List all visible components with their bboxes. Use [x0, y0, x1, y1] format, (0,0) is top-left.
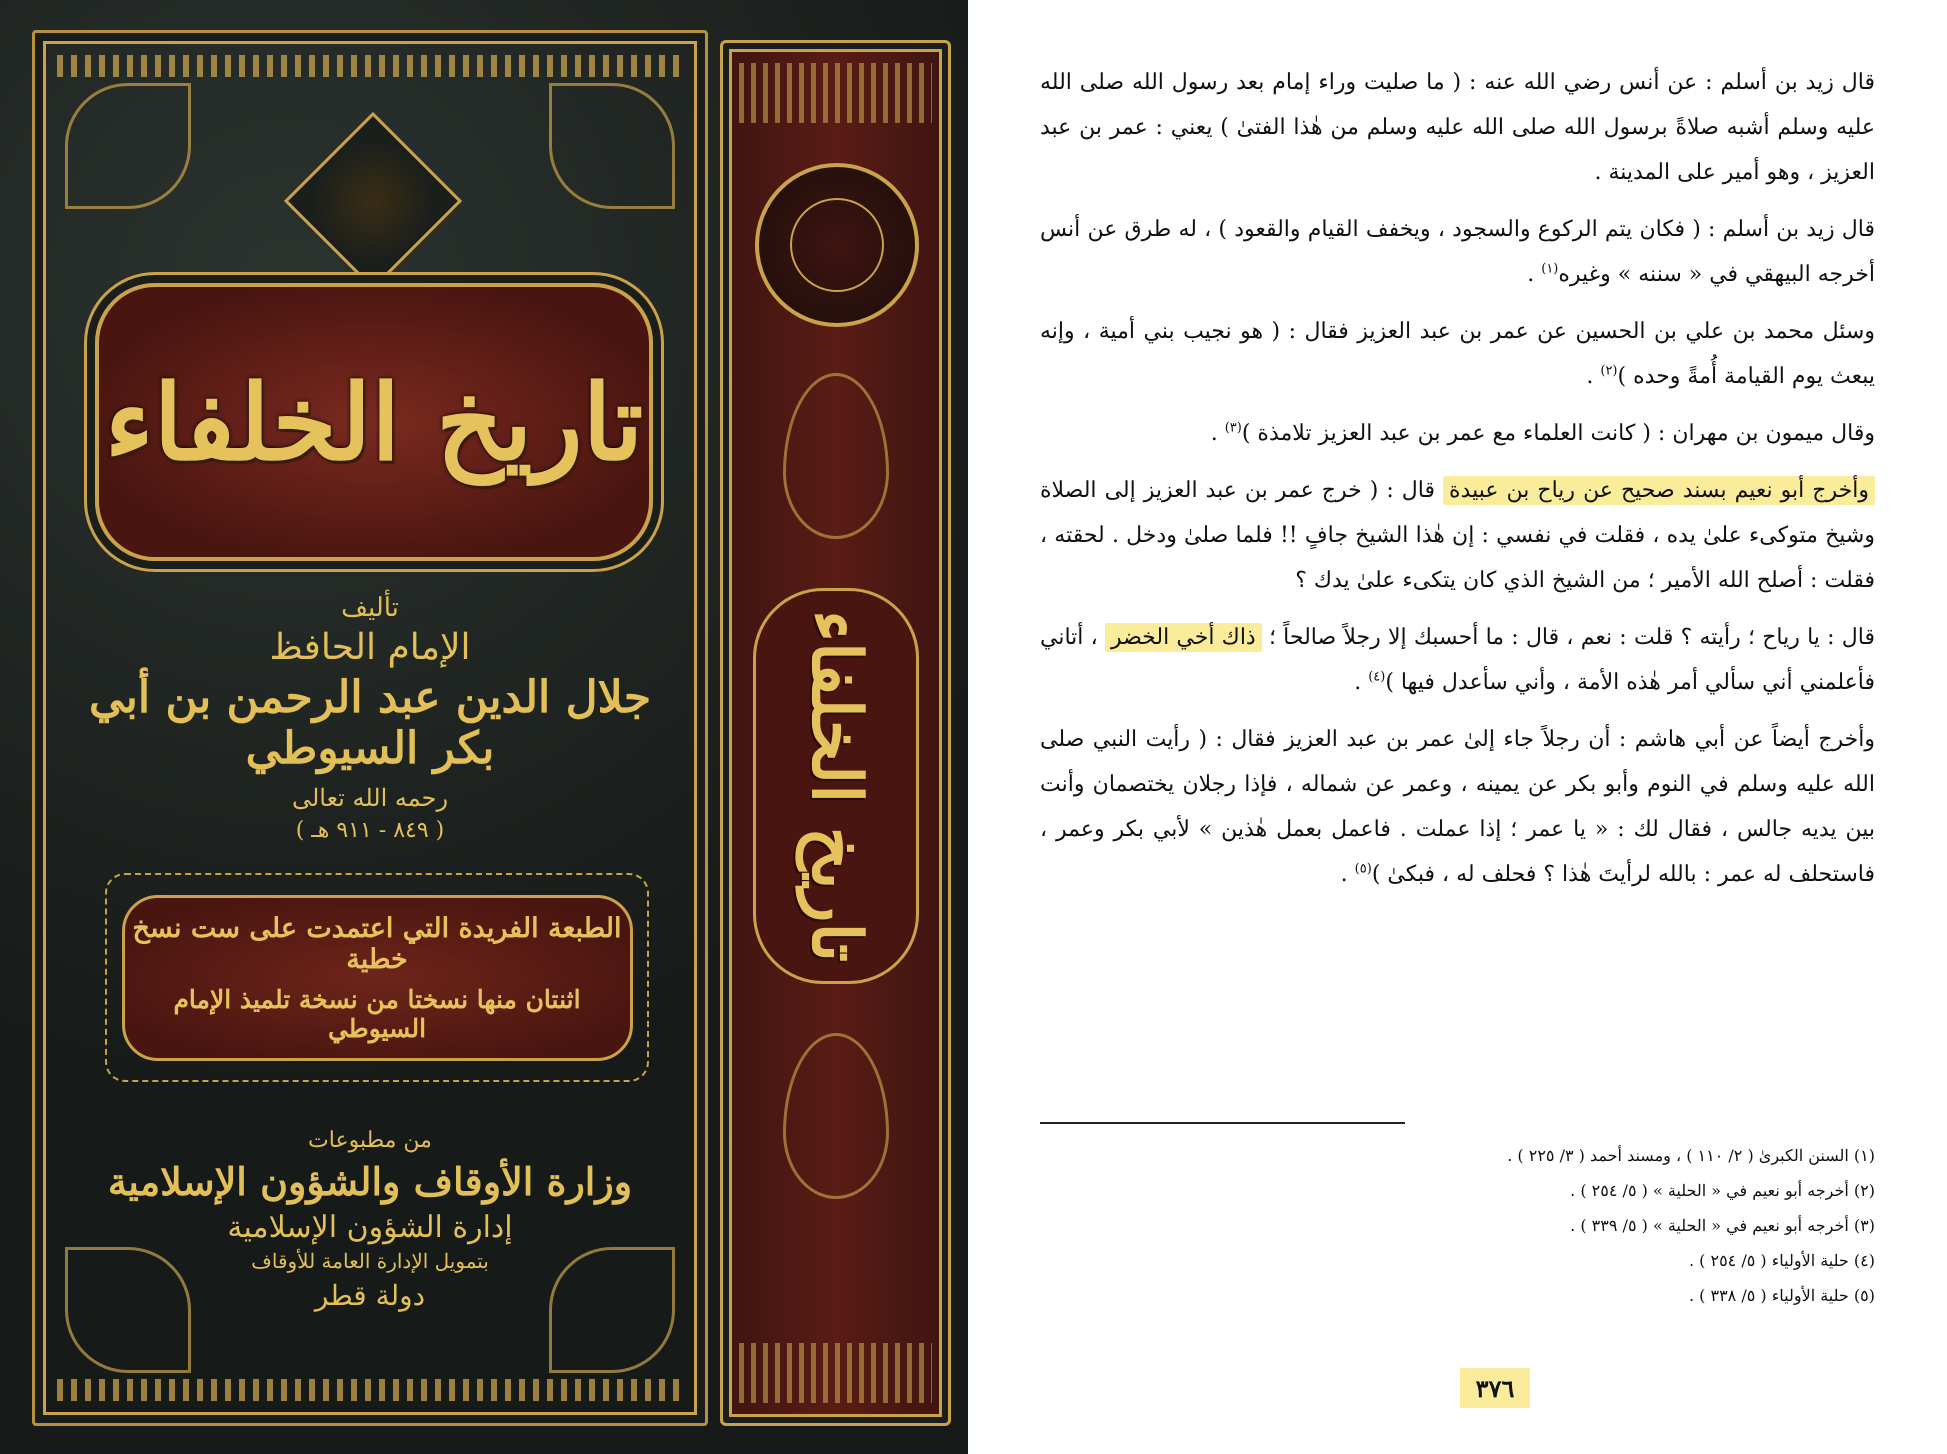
top-medallion-ornament — [284, 112, 462, 290]
footnotes — [1040, 1138, 1875, 1313]
edition-panel — [122, 895, 633, 1061]
corner-ornament — [65, 83, 191, 209]
title-panel — [95, 283, 653, 561]
paragraph-7: وأخرج أيضاً عن أبي هاشم : أن رجلاً جاء إلىٰ عمر بن عبد العزيز فقال : ( رأيت النبي صلى الله عليه وسلم في النوم وأبو بكر عن يمينه ، وعمر عن شماله ، فإذا رجلان يختصمان وأنت بين يديه جالس ، فقال لك : « يا عمر ؛ إذا عملت . فاعمل بعمل هٰذين » لأبي بكر وعمر ، فاستحلف له عمر : بالله لرأيتَ هٰذا ؟ فحلف له ، فبكىٰ )$^{(٥)}$ . — [1040, 727, 1875, 887]
footnote-4: (٤) حلية الأولياء ( ٥/ ٢٥٤ ) . — [1688, 1251, 1875, 1270]
spine-ornament — [783, 1033, 889, 1199]
paragraph-4: وقال ميمون بن مهران : ( كانت العلماء مع عمر بن عبد العزيز تلامذة )$^{(٣)}$ . — [1210, 420, 1875, 446]
publisher-department: إدارة الشؤون الإسلامية — [227, 1210, 513, 1245]
author-name: جلال الدين عبد الرحمن بن أبي بكر السيوطي — [88, 672, 652, 774]
publisher-funding: بتمويل الإدارة العامة للأوقاف — [251, 1249, 489, 1273]
highlighted-text: وأخرج أبو نعيم بسند صحيح عن رياح بن عبيدة — [1443, 476, 1875, 505]
footnote-ref: (٥) — [1354, 861, 1372, 877]
ornament-band-bottom — [57, 1379, 683, 1401]
footnote-ref: (٤) — [1368, 669, 1386, 685]
footnote-5: (٥) حلية الأولياء ( ٥/ ٣٣٨ ) . — [1688, 1286, 1875, 1305]
publisher-name: وزارة الأوقاف والشؤون الإسلامية — [107, 1159, 633, 1204]
ornament-band-top — [57, 55, 683, 77]
edition-line-1: الطبعة الفريدة التي اعتمدت على ست نسخ خطية — [132, 912, 622, 975]
paragraph-5: وأخرج أبو نعيم بسند صحيح عن رياح بن عبيدة قال : ( خرج عمر بن عبد العزيز إلى الصلاة وشيخ متوكىء علىٰ يده ، فقلت في نفسي : إن هٰذا الشيخ جافٍ !! فلما صلىٰ ودخل . لحقته ، فقلت : أصلح الله الأمير ؛ من الشيخ الذي كان يتكىء علىٰ يدك ؟ — [1040, 478, 1875, 593]
publisher-country: دولة قطر — [314, 1279, 426, 1312]
paragraph-2: قال زيد بن أسلم : ( فكان يتم الركوع والسجود ، ويخفف القيام والقعود ) ، له طرق عن أنس أخرجه البيهقي في « سننه » وغيره$^{(١)}$ . — [1040, 217, 1875, 287]
footnote-2: (٢) أخرجه أبو نعيم في « الحلية » ( ٥/ ٢٥٤ ) . — [1570, 1181, 1875, 1200]
authorship-label: تأليف — [341, 593, 399, 623]
corner-ornament — [549, 83, 675, 209]
book-page — [1040, 60, 1875, 1450]
author-block — [75, 593, 665, 843]
edition-frame — [105, 873, 649, 1082]
front-cover — [32, 30, 708, 1426]
footnote-divider — [1040, 1122, 1405, 1124]
paragraph-3: وسئل محمد بن علي بن الحسين عن عمر بن عبد العزيز فقال : ( هو نجيب بني أمية ، وإنه يبعث يوم القيامة أُمةً وحده )$^{(٢)}$ . — [1040, 319, 1875, 389]
footnote-1: (١) السنن الكبرىٰ ( ٢/ ١١٠ ) ، ومسند أحمد ( ٣/ ٢٢٥ ) . — [1507, 1146, 1875, 1165]
footnote-ref: (٣) — [1224, 420, 1242, 436]
footnote-ref: (١) — [1541, 261, 1559, 277]
page-number: ٣٧٦ — [1460, 1368, 1530, 1408]
footnote-3: (٣) أخرجه أبو نعيم في « الحلية » ( ٥/ ٣٣٩ ) . — [1570, 1216, 1875, 1235]
spine-ornament-band — [739, 63, 932, 123]
spine-title: تاريخ الخلفاء — [796, 609, 876, 963]
spine-ornament-band — [739, 1343, 932, 1403]
paragraph-6: قال : يا رياح ؛ رأيته ؟ قلت : نعم ، قال : ما أحسبك إلا رجلاً صالحاً ؛ ذاك أخي الخضر ، أتاني فأعلمني أني سألي أمر هٰذه الأمة ، وأني سأعدل فيها )$^{(٤)}$ . — [1040, 625, 1875, 695]
publisher-label: من مطبوعات — [308, 1128, 432, 1153]
paragraph-1: قال زيد بن أسلم : عن أنس رضي الله عنه : ( ما صليت وراء إمام بعد رسول الله صلى الله عليه وسلم أشبه صلاةً برسول الله صلى الله عليه وسلم من هٰذا الفتىٰ ) يعني : عمر بن عبد العزيز ، وهو أمير على المدينة . — [1040, 70, 1875, 185]
publisher-block — [75, 1128, 665, 1312]
spine-title-panel — [753, 588, 919, 984]
book-spine — [720, 40, 951, 1426]
cover-title: تاريخ الخلفاء — [104, 360, 644, 484]
spine-ornament — [783, 373, 889, 539]
ministry-emblem-icon — [755, 163, 919, 327]
author-honorific: رحمه الله تعالى — [291, 784, 449, 812]
book-cover-image — [0, 0, 968, 1454]
edition-line-2: اثنتان منها نسختا من نسخة تلميذ الإمام السيوطي — [173, 984, 581, 1043]
author-prefix: الإمام الحافظ — [269, 627, 471, 668]
author-dates: ( ٨٤٩ - ٩١١ هـ ) — [295, 818, 445, 843]
highlighted-text: ذاك أخي الخضر — [1105, 623, 1262, 652]
footnote-ref: (٢) — [1600, 363, 1618, 379]
